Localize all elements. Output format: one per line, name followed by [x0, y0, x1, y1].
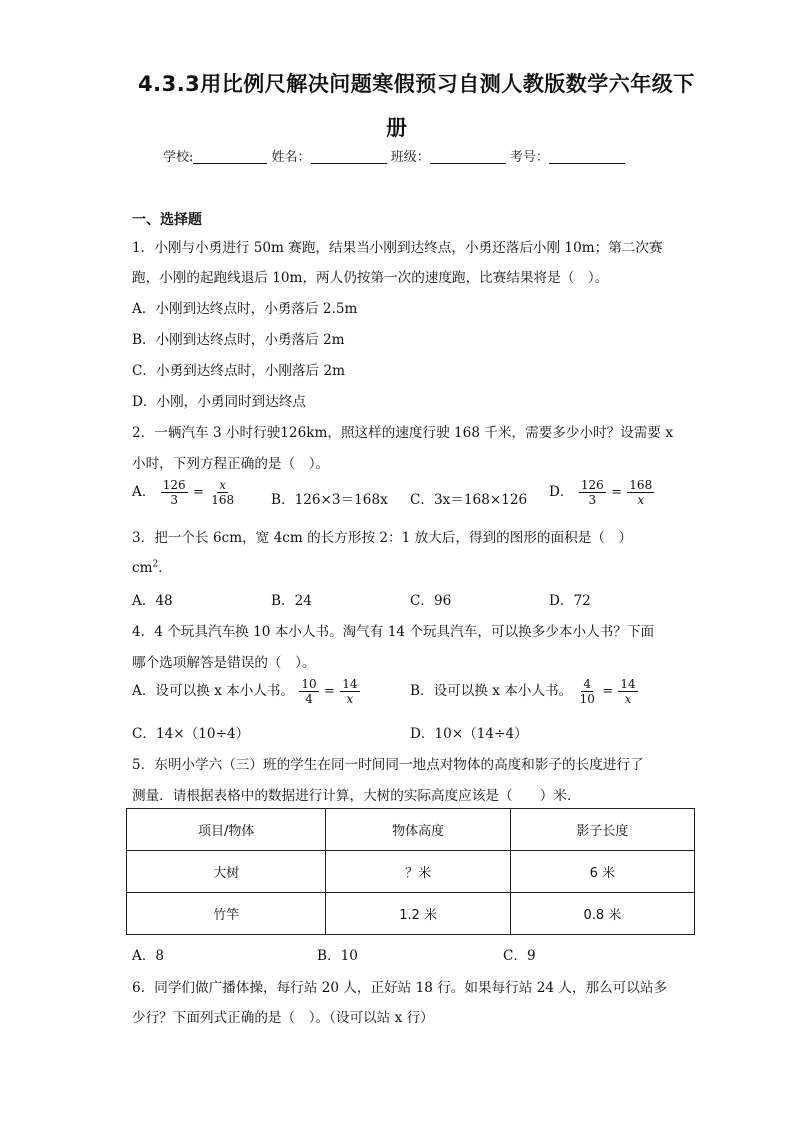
q5-option-b[interactable]: B．10: [317, 948, 358, 964]
q1-option-d[interactable]: D．小刚，小勇同时到达终点: [132, 394, 307, 410]
q4-option-c[interactable]: C．14×（10÷4）: [132, 726, 250, 742]
q2-option-d[interactable]: [549, 478, 655, 507]
school-field[interactable]: [193, 149, 267, 164]
table-cell: 大树: [127, 851, 326, 893]
class-label: 班级：: [390, 150, 430, 165]
q1-text-line1: 1．小刚与小勇进行 50m 赛跑，结果当小刚到达终点，小勇还落后小刚 10m；第二次赛: [132, 240, 663, 256]
q2-option-d-fraction-1: $\frac{126}{3}$: [580, 478, 604, 507]
table-header-cell: 物体高度: [326, 809, 510, 851]
section-heading: 一、选择题: [132, 212, 202, 228]
q4-text-line1: 4．4 个玩具汽车换 10 本小人书。淘气有 14 个玩具汽车，可以换多少本小人书？下面: [132, 624, 655, 640]
q2-option-d-equals: =: [611, 485, 622, 500]
q3-text-line1: 3．把一个长 6cm，宽 4cm 的长方形按 2：1 放大后，得到的图形的面积是（ ）: [132, 530, 633, 546]
q1-option-c[interactable]: C．小勇到达终点时，小刚落后 2m: [132, 363, 345, 379]
q4-option-a-fraction-2: $\frac{14}{x}$: [342, 677, 358, 706]
name-label: 姓名：: [271, 150, 311, 165]
q1-text-line2: 跑，小刚的起跑线退后 10m，两人仍按第一次的速度跑，比赛结果将是（ ）。: [132, 270, 609, 286]
name-field[interactable]: [311, 149, 387, 164]
table-cell: 1.2 米: [326, 893, 510, 935]
q4-option-a-text: A．设可以换 x 本小人书。: [132, 683, 295, 699]
q2-option-c[interactable]: C．3x＝168×126: [410, 492, 528, 508]
q3-unit-text: cm: [132, 560, 153, 576]
q3-option-b[interactable]: B．24: [271, 593, 312, 609]
q3-option-c[interactable]: C．96: [410, 593, 452, 609]
table-row: [127, 851, 695, 893]
exam-number-label: 考号：: [509, 150, 549, 165]
page-title-line1: 4.3.3用比例尺解决问题寒假预习自测人教版数学六年级下: [138, 72, 695, 96]
table-row: [127, 893, 695, 935]
q2-option-a-equals: =: [192, 485, 204, 500]
q5-data-table: [126, 808, 695, 935]
q5-text-line1: 5．东明小学六（三）班的学生在同一时间同一地点对物体的高度和影子的长度进行了: [132, 757, 644, 773]
page-title-line2: 册: [386, 116, 408, 140]
q1-option-a[interactable]: A．小刚到达终点时，小勇落后 2.5m: [132, 301, 358, 317]
table-cell: 0.8 米: [510, 893, 694, 935]
table-header-cell: 影子长度: [510, 809, 694, 851]
q2-option-b[interactable]: B．126×3＝168x: [271, 492, 388, 508]
q4-option-a-equals: =: [324, 684, 335, 699]
q3-option-d[interactable]: D．72: [549, 593, 591, 609]
exam-number-field[interactable]: [549, 149, 625, 164]
q4-option-d[interactable]: D．10×（14÷4）: [410, 726, 528, 742]
q2-option-a[interactable]: [132, 478, 237, 507]
q6-text-line1: 6．同学们做广播体操，每行站 20 人，正好站 18 行。如果每行站 24 人，那么可以站多: [132, 980, 668, 996]
q2-option-a-fraction-1: $\frac{126}{3}$: [162, 478, 186, 507]
q6-text-line2: 少行？下面列式正确的是（ ）。（设可以站 x 行）: [132, 1010, 434, 1026]
q2-text-line2: 小时，下列方程正确的是（ ）。: [132, 456, 330, 472]
school-label: 学校:: [163, 150, 194, 165]
table-cell: 6 米: [510, 851, 694, 893]
q4-option-b-equals: =: [602, 684, 614, 699]
q2-text-line1: 2．一辆汽车 3 小时行驶126km，照这样的速度行驶 168 千米，需要多少小时？设需要 x: [132, 425, 673, 441]
q4-option-a[interactable]: [132, 677, 361, 706]
q5-text-line2: 测量．请根据表格中的数据进行计算，大树的实际高度应该是（ ）米．: [132, 788, 581, 804]
q2-option-d-fraction-2: $\frac{168}{x}$: [629, 478, 653, 507]
table-cell: ？米: [326, 851, 510, 893]
q3-option-a[interactable]: A．48: [132, 593, 173, 609]
table-header-cell: 项目/物体: [127, 809, 326, 851]
q3-unit: [132, 556, 172, 576]
q5-option-c[interactable]: C．9: [503, 948, 536, 964]
q2-option-a-fraction-2: $\frac{x}{168}$: [211, 478, 235, 507]
q4-option-b[interactable]: [410, 677, 639, 706]
q2-option-d-label: D．: [549, 484, 574, 500]
q4-option-b-fraction-2: $\frac{14}{x}$: [620, 677, 636, 706]
q4-option-a-fraction-1: $\frac{10}{4}$: [301, 677, 317, 706]
table-header-row: [127, 809, 695, 851]
student-info-line: [163, 146, 625, 165]
q4-text-line2: 哪个选项解答是错误的（ ）。: [132, 655, 316, 671]
q3-unit-tail: ．: [158, 560, 172, 576]
q2-option-a-label: A．: [132, 484, 156, 500]
table-cell: 竹竿: [127, 893, 326, 935]
class-field[interactable]: [430, 149, 506, 164]
q4-option-b-fraction-1: $\frac{4}{10}$: [579, 677, 595, 706]
q1-option-b[interactable]: B．小刚到达终点时，小勇落后 2m: [132, 332, 345, 348]
q4-option-b-text: B．设可以换 x 本小人书。: [410, 683, 573, 699]
q5-option-a[interactable]: A．8: [132, 948, 165, 964]
q3-unit-sup: 2: [152, 559, 159, 570]
